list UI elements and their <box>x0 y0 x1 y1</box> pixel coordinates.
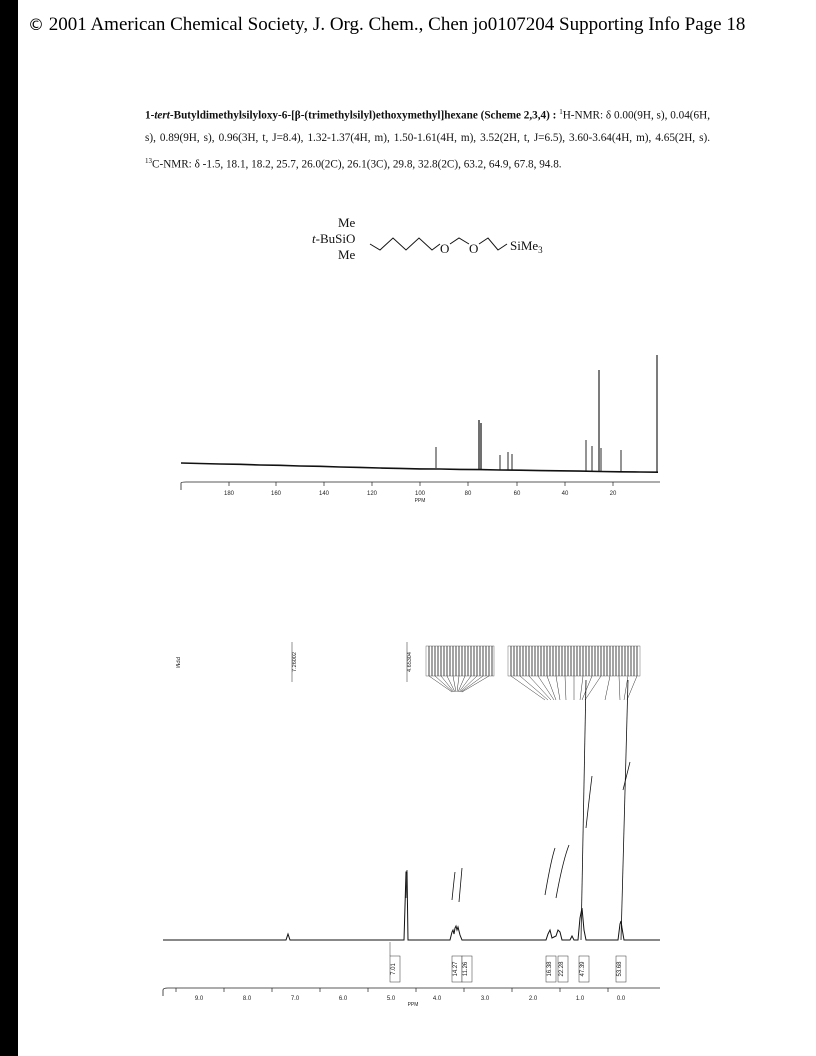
h1-integral-0.00 <box>623 762 630 790</box>
h1-tick-label: 6.0 <box>338 996 348 1002</box>
c13-tick-label: 40 <box>561 491 569 497</box>
h1-spectrum <box>163 642 660 1008</box>
h1-integral-value: 16.38 <box>547 961 553 977</box>
h-nmr-label: H-NMR: <box>562 109 604 122</box>
h1-integral-value: 14.27 <box>453 961 459 977</box>
copyright-symbol: © <box>28 15 44 34</box>
h1-ppm-corner-label: PPM <box>174 657 180 668</box>
h1-tick-label: 5.0 <box>386 996 396 1002</box>
h1-tick-label: 0.0 <box>616 996 626 1002</box>
h1-trace <box>163 872 660 940</box>
chemical-structure <box>312 215 543 262</box>
h1-integral-3.5 <box>452 868 462 902</box>
structure-sime3: SiMe$_3$ <box>510 238 543 255</box>
compound-number: 1- <box>145 109 155 122</box>
c13-tick-label: 60 <box>513 491 521 497</box>
h1-lead-line-0.00 <box>621 680 628 940</box>
h1-integral-values <box>390 956 626 982</box>
h1-x-axis <box>163 988 660 996</box>
c-nmr-superscript: 13 <box>145 156 152 165</box>
structure-tbu: t-BuSiO <box>312 231 356 246</box>
structure-oxygen-1: O <box>440 241 450 256</box>
h1-peak-label-7.26: 7.26002 <box>292 652 298 672</box>
structure-chain-1 <box>370 238 440 250</box>
structure-chain-2 <box>450 238 469 244</box>
h-nmr-data: δ 0.00(9H, s), 0.04(6H, s), 0.89(9H, s), 0.96(3H, t, J=8.4), 1.32-1.37(4H, m), 1.50-1.61(4H, m), 3.52(2H, t, J=6.5), 3.60-3.64(4H, m), 4.65(2H, s). <box>145 109 710 145</box>
h1-integral-value: 47.39 <box>580 961 586 977</box>
c13-axis-unit: PPM <box>414 498 426 504</box>
h1-tick-label: 4.0 <box>432 996 442 1002</box>
structure-oxygen-2: O <box>469 241 479 256</box>
h1-tick-label: 1.0 <box>575 996 585 1002</box>
h1-tick-label: 2.0 <box>528 996 538 1002</box>
structure-me-top: Me <box>338 215 356 230</box>
h1-x-ticks <box>176 988 608 992</box>
c13-tick-label: 120 <box>366 491 378 497</box>
c13-x-axis <box>181 482 660 490</box>
c-nmr-data: δ -1.5, 18.1, 18.2, 25.7, 26.0(2C), 26.1(3C), 29.8, 32.8(2C), 63.2, 64.9, 67.8, 94.8. <box>194 158 562 171</box>
h1-integral-value: 7.01 <box>391 963 397 975</box>
h1-tick-label: 9.0 <box>194 996 204 1002</box>
c13-tick-labels <box>224 491 617 497</box>
h1-lead-line-0.89 <box>581 680 586 940</box>
c13-tick-label: 100 <box>414 491 426 497</box>
c13-x-ticks <box>229 482 613 486</box>
h-nmr-superscript: 1 <box>559 108 563 116</box>
h1-shift-label-group-2 <box>508 646 640 700</box>
c13-tick-label: 20 <box>609 491 617 497</box>
h1-tick-label: 3.0 <box>480 996 490 1002</box>
tert-prefix: tert <box>154 109 170 122</box>
h1-tick-label: 7.0 <box>290 996 300 1002</box>
h1-integral-value: 22.28 <box>559 961 565 977</box>
h1-integral-1.5 <box>545 845 569 898</box>
h1-integral-value: 53.68 <box>617 961 623 977</box>
c13-spectrum <box>181 355 660 504</box>
structure-me-bottom: Me <box>338 247 356 262</box>
h1-integral-0.89 <box>586 776 592 828</box>
c-nmr-label: C-NMR: <box>152 158 192 171</box>
structure-chain-3 <box>479 238 507 250</box>
h1-peak-label-4.65: 4.65304 <box>407 652 413 672</box>
c13-tick-label: 180 <box>223 491 235 497</box>
header-text: 2001 American Chemical Society, J. Org. Chem., Chen jo0107204 Supporting Info Page 18 <box>48 14 746 35</box>
h1-integral-value: 11.26 <box>463 961 469 977</box>
h1-tick-label: 8.0 <box>242 996 252 1002</box>
c13-tick-label: 160 <box>270 491 282 497</box>
h1-axis-unit: PPM <box>407 1002 419 1008</box>
c13-tick-label: 80 <box>464 491 472 497</box>
h1-shift-label-group-1 <box>426 646 494 692</box>
c13-tick-label: 140 <box>318 491 330 497</box>
compound-name: -Butyldimethylsilyloxy-6-[β-(trimethylsilyl)ethoxymethyl]hexane (Scheme 2,3,4) : <box>169 109 557 122</box>
